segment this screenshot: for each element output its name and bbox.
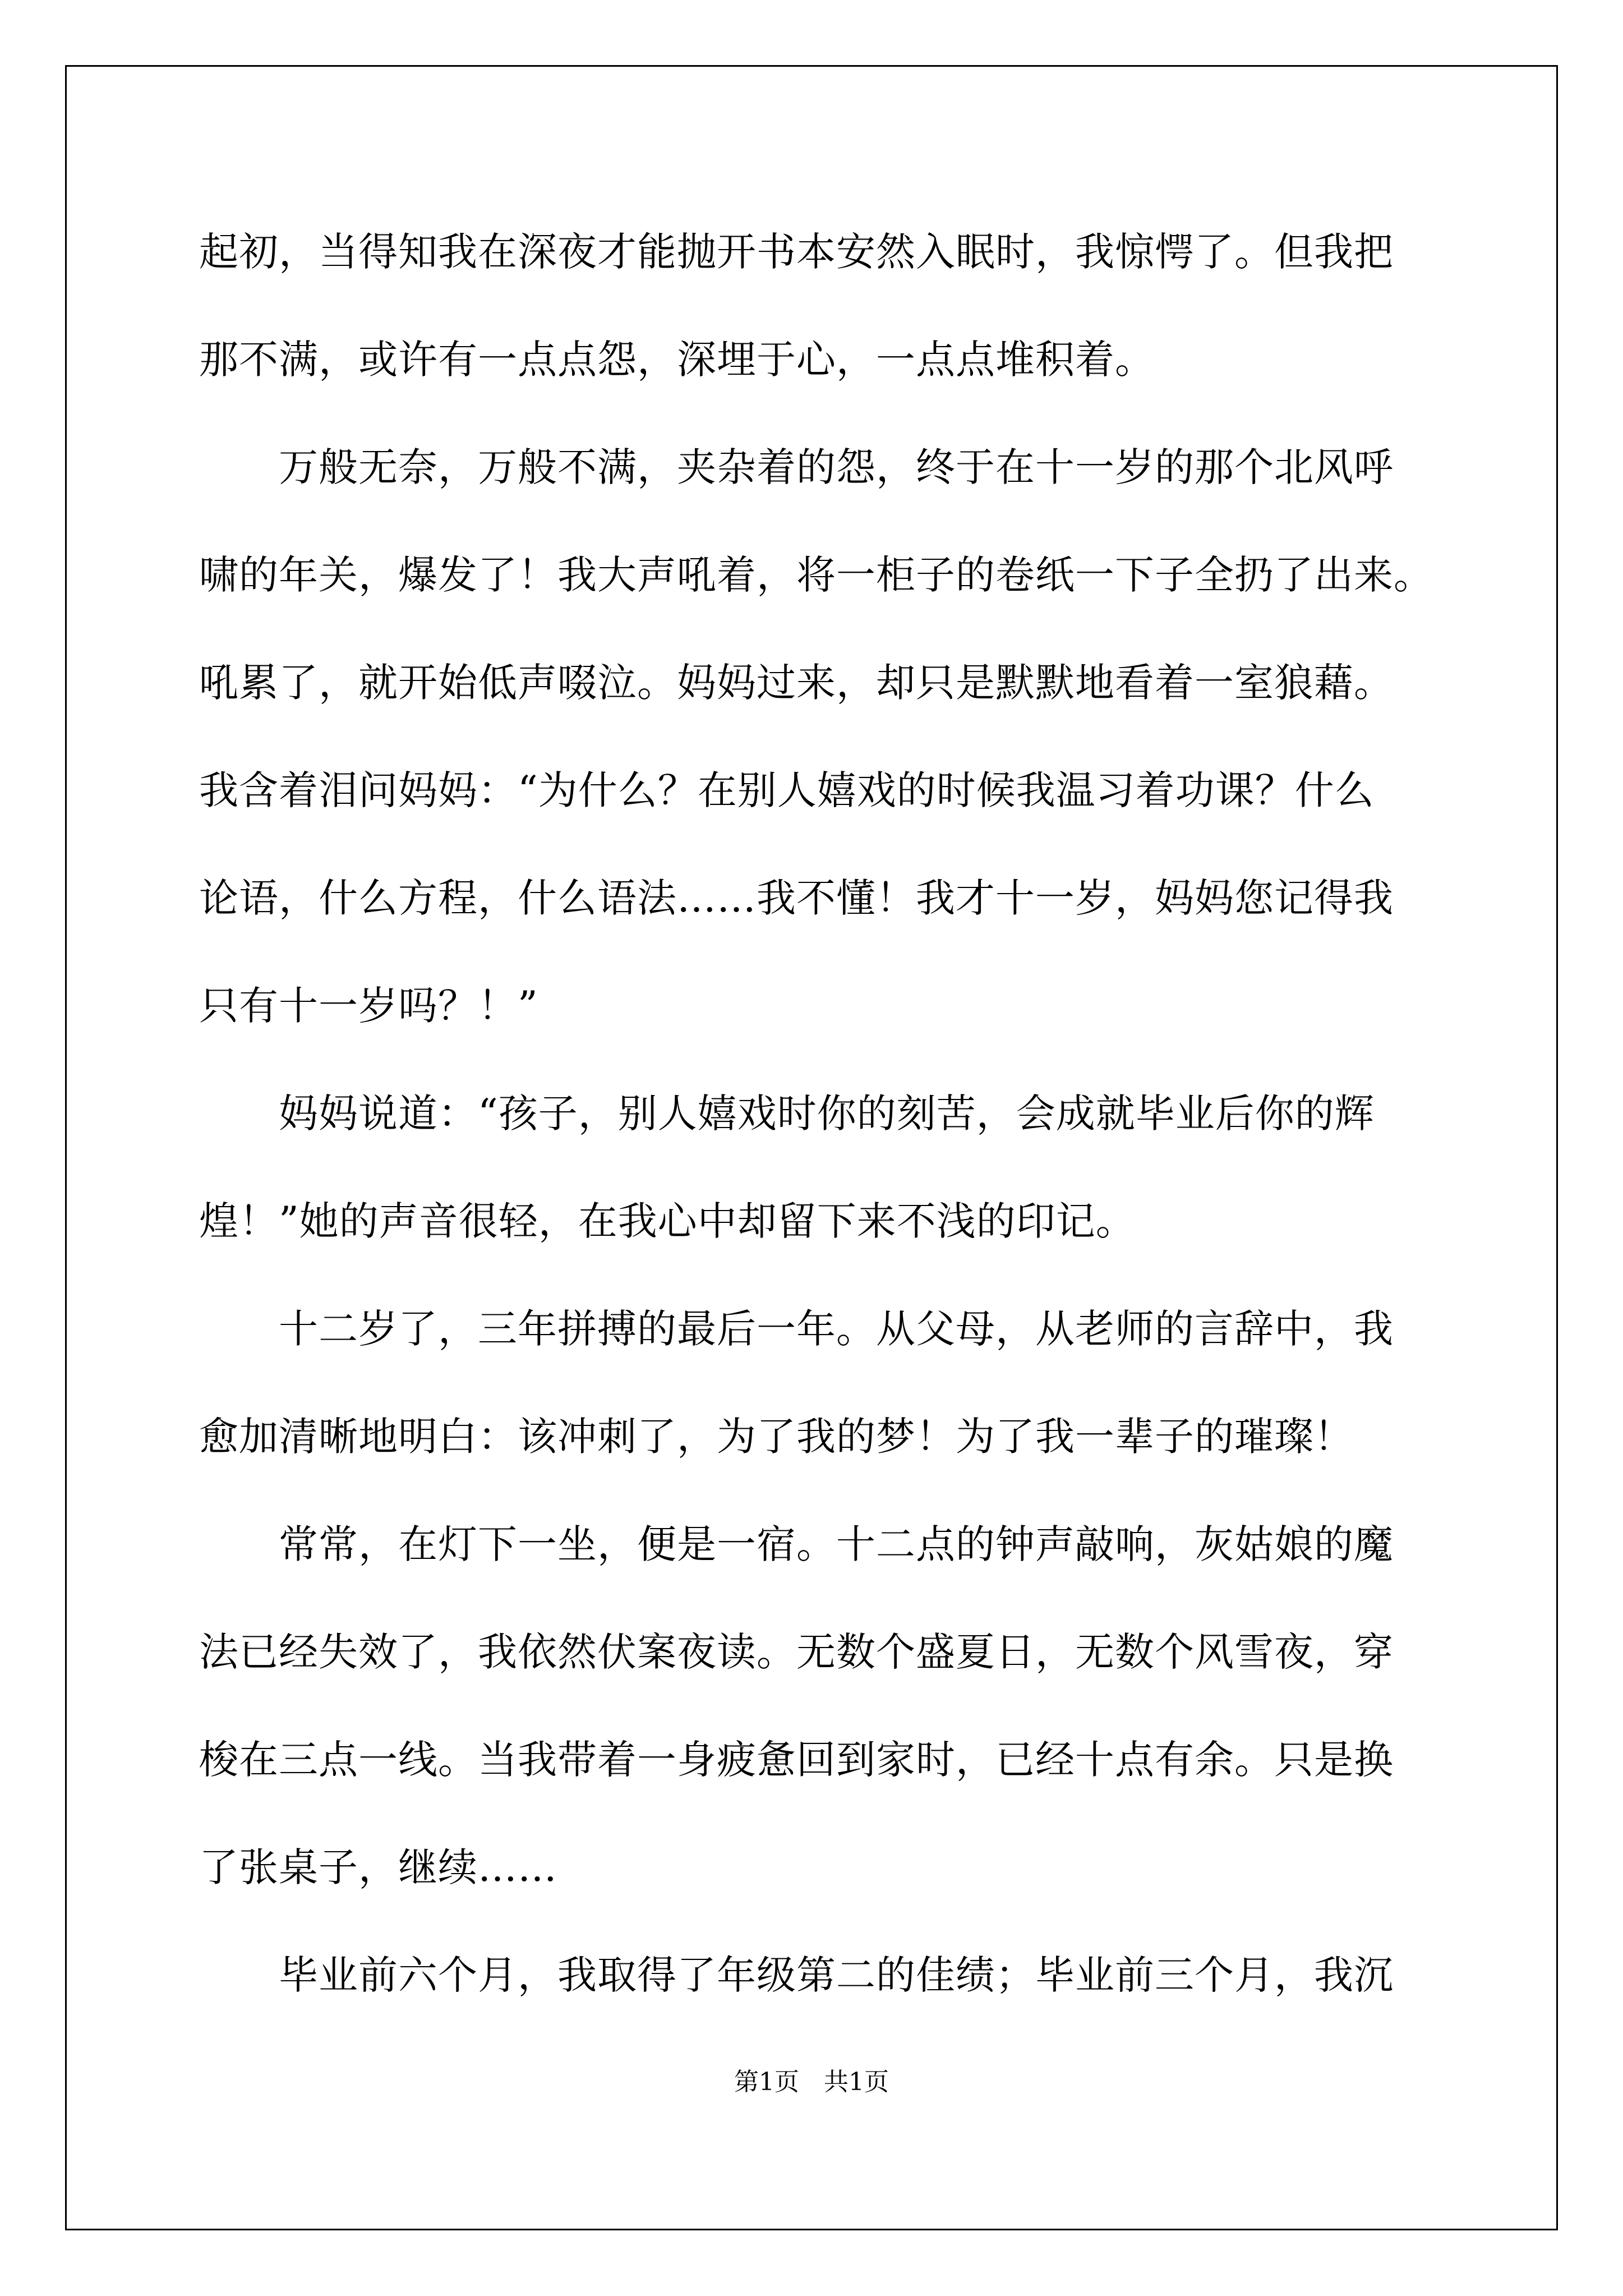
- text-line: 论语，什么方程，什么语法……我不懂！我才十一岁，妈妈您记得我: [199, 875, 1394, 921]
- text-line: 梭在三点一线。当我带着一身疲惫回到家时，已经十点有余。只是换: [199, 1737, 1394, 1783]
- text-line: 煌！”她的声音很轻，在我心中却留下来不浅的印记。: [199, 1198, 1136, 1244]
- text-line: 我含着泪问妈妈：“为什么？在别人嬉戏的时候我温习着功课？什么: [199, 767, 1375, 813]
- page-border: [65, 65, 1558, 2230]
- text-line: 啸的年关，爆发了！我大声吼着，将一柜子的卷纸一下子全扔了出来。: [199, 552, 1433, 598]
- text-line: 吼累了，就开始低声啜泣。妈妈过来，却只是默默地看着一室狼藉。: [199, 660, 1394, 706]
- text-line: 了张桌子，继续……: [199, 1844, 557, 1890]
- text-line: 妈妈说道：“孩子，别人嬉戏时你的刻苦，会成就毕业后你的辉: [199, 1091, 1375, 1137]
- text-line: 十二岁了，三年拼搏的最后一年。从父母，从老师的言辞中，我: [199, 1306, 1394, 1352]
- page-number-footer: 第1页 共1页: [734, 2068, 889, 2096]
- text-line: 法已经失效了，我依然伏案夜读。无数个盛夏日，无数个风雪夜，穿: [199, 1629, 1394, 1675]
- text-line: 毕业前六个月，我取得了年级第二的佳绩；毕业前三个月，我沉: [199, 1952, 1394, 1998]
- text-line: 起初，当得知我在深夜才能抛开书本安然入眠时，我惊愕了。但我把: [199, 229, 1394, 275]
- text-line: 只有十一岁吗？！”: [199, 983, 538, 1029]
- text-line: 万般无奈，万般不满，夹杂着的怨，终于在十一岁的那个北风呼: [199, 444, 1394, 490]
- text-line: 愈加清晰地明白：该冲刺了，为了我的梦！为了我一辈子的璀璨！: [199, 1414, 1354, 1460]
- text-line: 那不满，或许有一点点怨，深埋于心，一点点堆积着。: [199, 337, 1155, 383]
- text-line: 常常，在灯下一坐，便是一宿。十二点的钟声敲响，灰姑娘的魔: [199, 1521, 1394, 1567]
